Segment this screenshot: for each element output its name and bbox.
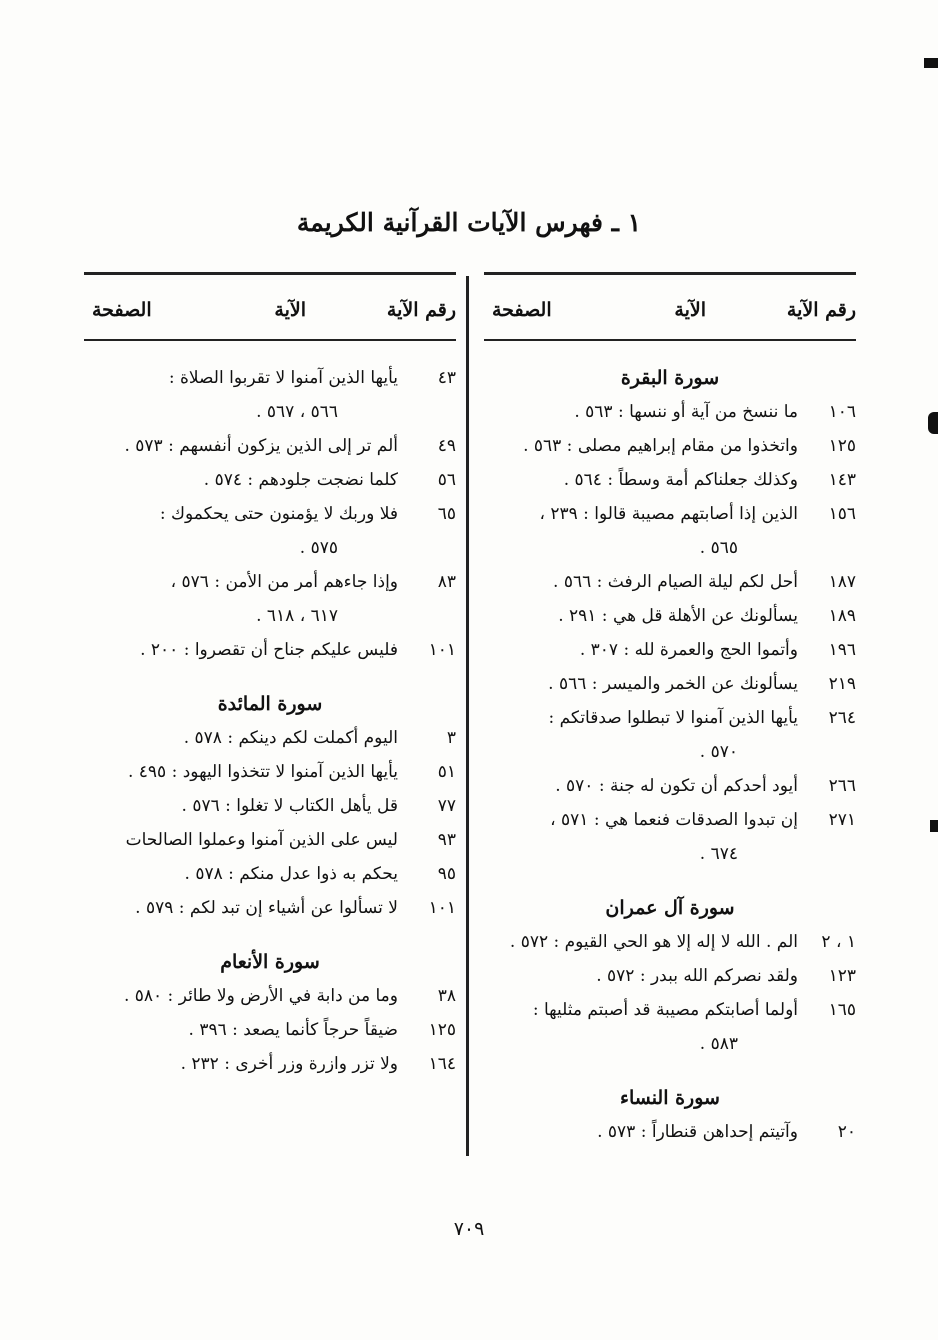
verse-text-cell [484,925,804,959]
verse-text-cell [84,891,404,925]
verse-text-cell [484,1115,804,1149]
verse-number: ٢٧١ [828,810,856,830]
verse-text: ليس على الذين آمنوا وعملوا الصالحات [125,830,398,850]
page-ref-continuation: ٥٦٦ ، ٥٦٧ . [256,402,338,422]
left-column-body [84,361,456,1081]
verse-text-cell [84,979,404,1013]
verse-number: ٧٧ [437,796,456,816]
verse-text-cell [484,565,804,599]
verse-number: ١٨٩ [828,606,856,626]
scan-mark [924,58,938,68]
index-entry [484,993,856,1061]
verse-number: ٩٣ [437,830,456,850]
verse-text: يسألونك عن الخمر والميسر : ٥٦٦ . [548,674,798,694]
verse-text-cell [84,497,404,565]
verse-text-cell [484,667,804,701]
index-entry [484,925,856,959]
verse-text-cell [84,1013,404,1047]
verse-number: ١٥٦ [828,504,856,524]
verse-number: ٢٠ [837,1122,856,1142]
verse-number: ٨٣ [437,572,456,592]
index-entry [484,701,856,769]
verse-text: وآتيتم إحداهن قنطاراً : ٥٧٣ . [597,1122,798,1142]
index-entry [484,565,856,599]
verse-number: ١٦٤ [428,1054,456,1074]
index-entry [84,721,456,755]
index-entry [84,565,456,633]
verse-text-cell [84,857,404,891]
column-divider [466,276,469,1156]
index-entry [84,633,456,667]
index-entry [84,463,456,497]
index-entry [84,429,456,463]
index-entry [84,857,456,891]
verse-text-cell [84,823,404,857]
verse-text: يأيها الذين آمنوا لا تبطلوا صدقاتكم : [548,708,798,728]
verse-text-cell [484,803,804,871]
index-entry [484,633,856,667]
top-rule [84,272,456,275]
index-entry [84,789,456,823]
page-ref-continuation: ٥٧٠ . [699,742,738,762]
verse-text-cell [84,463,404,497]
verse-number: ١٢٥ [828,436,856,456]
verse-number: ٣٨ [437,986,456,1006]
verse-text-cell [484,633,804,667]
verse-number: ٢٦٦ [828,776,856,796]
verse-text: الذين إذا أصابتهم مصيبة قالوا : ٢٣٩ ، [539,504,798,524]
page-ref-continuation: ٦١٧ ، ٦١٨ . [256,606,338,626]
index-entry [484,959,856,993]
header-verse: الآية [274,299,306,321]
index-entry [84,1047,456,1081]
verse-text-cell [484,463,804,497]
verse-text-cell [84,565,404,633]
page-ref-continuation: ٥٧٥ . [299,538,338,558]
verse-text: يأيها الذين آمنوا لا تتخذوا اليهود : ٤٩٥ . [127,762,398,782]
header-verse-number: رقم الآية [386,299,456,321]
page-ref-continuation: ٥٦٥ . [699,538,738,558]
verse-text-cell [84,429,404,463]
surah-heading: سورة النساء [620,1087,720,1109]
index-entry [484,395,856,429]
verse-text: أيود أحدكم أن تكون له جنة : ٥٧٠ . [555,776,798,796]
index-entry [84,823,456,857]
page-ref-continuation: ٥٨٣ . [699,1034,738,1054]
verse-text: واتخذوا من مقام إبراهيم مصلى : ٥٦٣ . [523,436,798,456]
verse-text: ولقد نصركم الله ببدر : ٥٧٢ . [596,966,798,986]
scan-mark [928,412,938,434]
verse-text-cell [84,755,404,789]
verse-text: يسألونك عن الأهلة قل هي : ٢٩١ . [558,606,798,626]
verse-text: وما من دابة في الأرض ولا طائر : ٥٨٠ . [123,986,398,1006]
verse-number: ١٦٥ [828,1000,856,1020]
verse-text: أحل لكم ليلة الصيام الرفث : ٥٦٦ . [553,572,798,592]
header-verse: الآية [674,299,706,321]
index-entry [484,769,856,803]
verse-text-cell [484,993,804,1061]
verse-text-cell [484,769,804,803]
verse-number: ٤٩ [437,436,456,456]
index-entry [484,803,856,871]
index-entry [84,497,456,565]
surah-heading: سورة الأنعام [220,951,320,973]
verse-number: ١٢٥ [428,1020,456,1040]
verse-text-cell [484,599,804,633]
verse-text: قل يأهل الكتاب لا تغلوا : ٥٧٦ . [181,796,398,816]
verse-text-cell [84,361,404,429]
verse-text-cell [484,395,804,429]
verse-text: كلما نضجت جلودهم : ٥٧٤ . [203,470,398,490]
right-column-body [484,361,856,1149]
verse-text: يحكم به ذوا عدل منكم : ٥٧٨ . [184,864,398,884]
verse-number: ٤٣ [437,368,456,388]
verse-text: إن تبدوا الصدقات فنعما هي : ٥٧١ ، [550,810,798,830]
header-verse-number: رقم الآية [786,299,856,321]
index-title: ١ ـ فهرس الآيات القرآنية الكريمة [296,208,642,237]
page-ref-continuation: ٦٧٤ . [699,844,738,864]
verse-number: ١٤٣ [828,470,856,490]
index-entry [484,429,856,463]
verse-number: ١٠١ [428,898,456,918]
verse-number: ١٢٣ [828,966,856,986]
surah-heading: سورة المائدة [217,693,323,715]
verse-number: ٥٦ [437,470,456,490]
header-page: الصفحة [492,299,552,321]
verse-text-cell [484,959,804,993]
surah-heading: سورة البقرة [620,367,720,389]
verse-text-cell [484,429,804,463]
column-header [484,291,856,341]
verse-text-cell [484,701,804,769]
index-entry [484,497,856,565]
index-entry [84,979,456,1013]
right-column [484,272,856,1149]
verse-number: ١٠١ [428,640,456,660]
verse-text: ضيقاً حرجاً كأنما يصعد : ٣٩٦ . [188,1020,398,1040]
page-number: ٧٠٩ [453,1218,485,1240]
index-entry [484,599,856,633]
index-entry [484,463,856,497]
verse-text: وإذا جاءهم أمر من الأمن : ٥٧٦ ، [170,572,398,592]
verse-number: ٦٥ [437,504,456,524]
column-header [84,291,456,341]
verse-text-cell [84,1047,404,1081]
verse-number: ١٠٦ [828,402,856,422]
verse-number: ١ ، ٢ [821,932,856,952]
index-entry [84,891,456,925]
verse-text: فلا وربك لا يؤمنون حتى يحكموك : [159,504,398,524]
verse-number: ٥١ [437,762,456,782]
verse-text: يأيها الذين آمنوا لا تقربوا الصلاة : [168,368,398,388]
index-entry [84,755,456,789]
section-gap [84,667,456,687]
verse-text: وكذلك جعلناكم أمة وسطاً : ٥٦٤ . [563,470,798,490]
header-page: الصفحة [92,299,152,321]
verse-text-cell [484,497,804,565]
verse-number: ٢١٩ [828,674,856,694]
section-gap [484,1061,856,1081]
surah-heading: سورة آل عمران [605,897,735,919]
section-gap [84,925,456,945]
verse-number: ٩٥ [437,864,456,884]
verse-text-cell [84,633,404,667]
verse-text-cell [84,721,404,755]
verse-text: أولما أصابتكم مصيبة قد أصبتم مثليها : [532,1000,798,1020]
scan-mark [930,820,938,832]
verse-number: ٢٦٤ [828,708,856,728]
verse-number: ٣ [446,728,456,748]
verse-text: لا تسألوا عن أشياء إن تبد لكم : ٥٧٩ . [135,898,398,918]
verse-text: فليس عليكم جناح أن تقصروا : ٢٠٠ . [140,640,398,660]
index-entry [84,361,456,429]
verse-text-cell [84,789,404,823]
left-column [84,272,456,1081]
verse-number: ١٨٧ [828,572,856,592]
verse-text: الم . الله لا إله إلا هو الحي القيوم : ٥٧٢ . [509,932,798,952]
verse-text: اليوم أكملت لكم دينكم : ٥٧٨ . [183,728,398,748]
verse-text: وأتموا الحج والعمرة لله : ٣٠٧ . [579,640,798,660]
top-rule [484,272,856,275]
verse-text: ولا تزر وازرة وزر أخرى : ٢٣٢ . [180,1054,398,1074]
index-entry [484,1115,856,1149]
verse-text: ألم تر إلى الذين يزكون أنفسهم : ٥٧٣ . [124,436,398,456]
section-gap [484,871,856,891]
verse-number: ١٩٦ [828,640,856,660]
index-entry [484,667,856,701]
index-entry [84,1013,456,1047]
verse-text: ما ننسخ من آية أو ننسها : ٥٦٣ . [574,402,798,422]
